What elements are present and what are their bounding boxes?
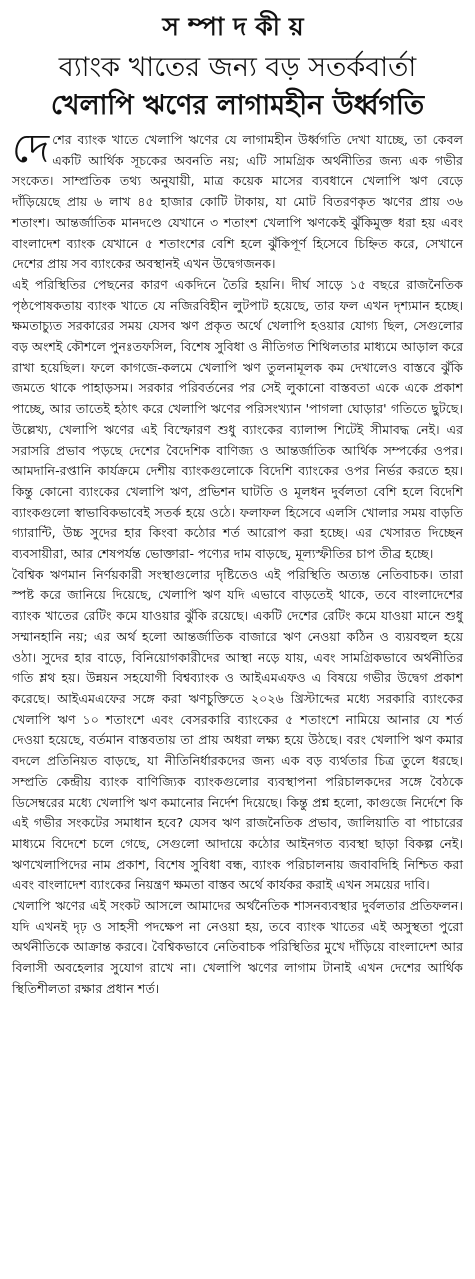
article-paragraph-2: এই পরিস্থিতির পেছনের কারণ একদিনে তৈরি হয়নি। দীর্ঘ সাড়ে ১৫ বছরে রাজনৈতিক পৃষ্ঠপোষকতায় ব্যাংক খাতে যে নজিরবিহীন লুটপাট হয়েছে, তার ফল এখন দৃশ্যমান হচ্ছে। ক্ষমতাচ্যুত সরকারের সময় যেসব ঋণ প্রকৃত অর্থে খেলাপি হওয়ার যোগ্য ছিল, সেগুলোর বড় অংশই কৌশলে পুনঃতফসিল, বিশেষ সুবিধা ও নীতিগত শিথিলতার মাধ্যমে আড়াল করে রাখা হয়েছিল। ফলে কাগজে-কলমে খেলাপি ঋণ তুলনামূলক কম দেখালেও বাস্তবে ঝুঁকি জমতে থাকে পাহাড়সম। সরকার পরিবর্তনের পর সেই লুকানো বাস্তবতা একে একে প্রকাশ পাচ্ছে, আর তাতেই হঠাৎ করে খেলাপি ঋণের পরিসংখ্যান 'পাগলা ঘোড়ার' গতিতে ছুটছে। উল্লেখ্য, খেলাপি ঋণের এই বিস্ফোরণ শুধু ব্যাংকের ব্যালান্স শিটেই সীমাবদ্ধ নেই। এর সরাসরি প্রভাব পড়ছে দেশের বৈদেশিক বাণিজ্য ও আন্তর্জাতিক আর্থিক সম্পর্কের ওপর। আমদানি-রপ্তানি কার্যক্রমে দেশীয় ব্যাংকগুলোকে বিদেশি ব্যাংকের ওপর নির্ভর করতে হয়। কিন্তু কোনো ব্যাংকের খেলাপি ঋণ, প্রভিশন ঘাটতি ও মূলধন দুর্বলতা বেশি হলে বিদেশি ব্যাংকগুলো স্বাভাবিকভাবেই সতর্ক হয়ে ওঠে। ফলাফল হিসেবে এলসি খোলার সময় বাড়তি গ্যারান্টি, উচ্চ সুদের হার কিংবা কঠোর শর্ত আরোপ করা হচ্ছে। এর খেসারত দিচ্ছেন ব্যবসায়ীরা, আর শেষপর্যন্ত ভোক্তারা- পণ্যের দাম বাড়ছে, মূল্যস্ফীতির চাপ তীব্র হচ্ছে। <box>12 276 463 562</box>
article-paragraph-4: খেলাপি ঋণের এই সংকট আসলে আমাদের অর্থনৈতিক শাসনব্যবস্থার দুর্বলতার প্রতিফলন। যদি এখনই দৃঢ় ও সাহসী পদক্ষেপ না নেওয়া হয়, তবে ব্যাংক খাতের এই অসুস্থতা পুরো অর্থনীতিকে আক্রান্ত করবে। বৈশ্বিকভাবে নেতিবাচক পরিস্থিতির মুখে দাঁড়িয়ে বাংলাদেশ আর বিলাসী অবহেলার সুযোগ রাখে না। খেলাপি ঋণের লাগাম টানাই এখন দেশের আর্থিক স্থিতিশীলতা রক্ষার প্রধান শর্ত। <box>12 898 463 996</box>
article-paragraph-1 <box>12 126 463 275</box>
headline-line-1: ব্যাংক খাতের জন্য বড় সতর্কবার্তা <box>58 52 417 83</box>
drop-cap: দে <box>12 126 50 172</box>
headline-line-2: খেলাপি ঋণের লাগামহীন উর্ধ্বগতি <box>50 90 425 121</box>
paragraph-1-text: শের ব্যাংক খাতে খেলাপি ঋণের যে লাগামহীন উর্ধ্বগতি দেখা যাচ্ছে, তা কেবল একটি আর্থিক সূচকের অবনতি নয়; এটি সামগ্রিক অর্থনীতির জন্য এক গভীর সংকেত। সাম্প্রতিক তথ্য অনুযায়ী, মাত্র কয়েক মাসের ব্যবধানে খেলাপি ঋণ বেড়ে দাঁড়িয়েছে প্রায় ৬ লাখ ৪৫ হাজার কোটি টাকায়, যা মোট বিতরণকৃত ঋণের প্রায় ৩৬ শতাংশ। আন্তর্জাতিক মানদণ্ডে যেখানে ৩ শতাংশ খেলাপি ঋণকেই ঝুঁকিমুক্ত ধরা হয় এবং বাংলাদেশ ব্যাংক যেখানে ৫ শতাংশের বেশি হলে ঝুঁকিপূর্ণ হিসেবে চিহ্নিত করে, সেখানে দেশের প্রায় সব ব্যাংকের অবস্থানই এখন উদ্বেগজনক। <box>12 132 463 272</box>
article-paragraph-3: বৈশ্বিক ঋণমান নির্ণয়কারী সংস্থাগুলোর দৃষ্টিতেও এই পরিস্থিতি অত্যন্ত নেতিবাচক। তারা স্পষ্ট করে জানিয়ে দিয়েছে, খেলাপি ঋণ যদি এভাবে বাড়তেই থাকে, তবে বাংলাদেশের ব্যাংক খাতের রেটিং কমে যাওয়ার ঝুঁকি রয়েছে। একটি দেশের রেটিং কমে যাওয়া মানে শুধু সম্মানহানি নয়; এর অর্থ হলো আন্তর্জাতিক বাজারে ঋণ নেওয়া কঠিন ও ব্যয়বহুল হয়ে ওঠা। সুদের হার বাড়ে, বিনিয়োগকারীদের আস্থা নড়ে যায়, এবং সামগ্রিকভাবে অর্থনীতির গতি শ্লথ হয়। উন্নয়ন সহযোগী বিশ্বব্যাংক ও আইএমএফও এ বিষয়ে গভীর উদ্বেগ প্রকাশ করেছে। আইএমএফের সঙ্গে করা ঋণচুক্তিতে ২০২৬ খ্রিস্টাব্দের মধ্যে সরকারি ব্যাংকের খেলাপি ঋণ ১০ শতাংশে এবং বেসরকারি ব্যাংকের ৫ শতাংশে নামিয়ে আনার যে শর্ত দেওয়া হয়েছে, বর্তমান বাস্তবতায় তা প্রায় অধরা লক্ষ্য হয়ে উঠছে। বরং খেলাপি ঋণ কমার বদলে প্রতিনিয়ত বাড়ছে, যা নীতিনির্ধারকদের জন্য এক বড় ব্যর্থতার চিত্র তুলে ধরছে। সম্প্রতি কেন্দ্রীয় ব্যাংক বাণিজ্যিক ব্যাংকগুলোর ব্যবস্থাপনা পরিচালকদের সঙ্গে বৈঠকে ডিসেম্বরের মধ্যে খেলাপি ঋণ কমানোর নির্দেশ দিয়েছে। কিন্তু প্রশ্ন হলো, কাগুজে নির্দেশে কি এই গভীর সংকটের সমাধান হবে? যেসব ঋণ রাজনৈতিক প্রভাব, জালিয়াতি বা পাচারের মাধ্যমে বিদেশে চলে গেছে, সেগুলো আদায়ে কঠোর আইনগত ব্যবস্থা ছাড়া বিকল্প নেই। ঋণখেলাপিদের নাম প্রকাশ, বিশেষ সুবিধা বন্ধ, ব্যাংক পরিচালনায় জবাবদিহি নিশ্চিত করা এবং বাংলাদেশ ব্যাংকের নিয়ন্ত্রণ ক্ষমতা বাস্তব অর্থে কার্যকর করাই এখন সময়ের দাবি। <box>12 566 463 893</box>
section-label: সম্পাদকীয় <box>162 12 313 41</box>
article-body <box>12 126 463 1000</box>
